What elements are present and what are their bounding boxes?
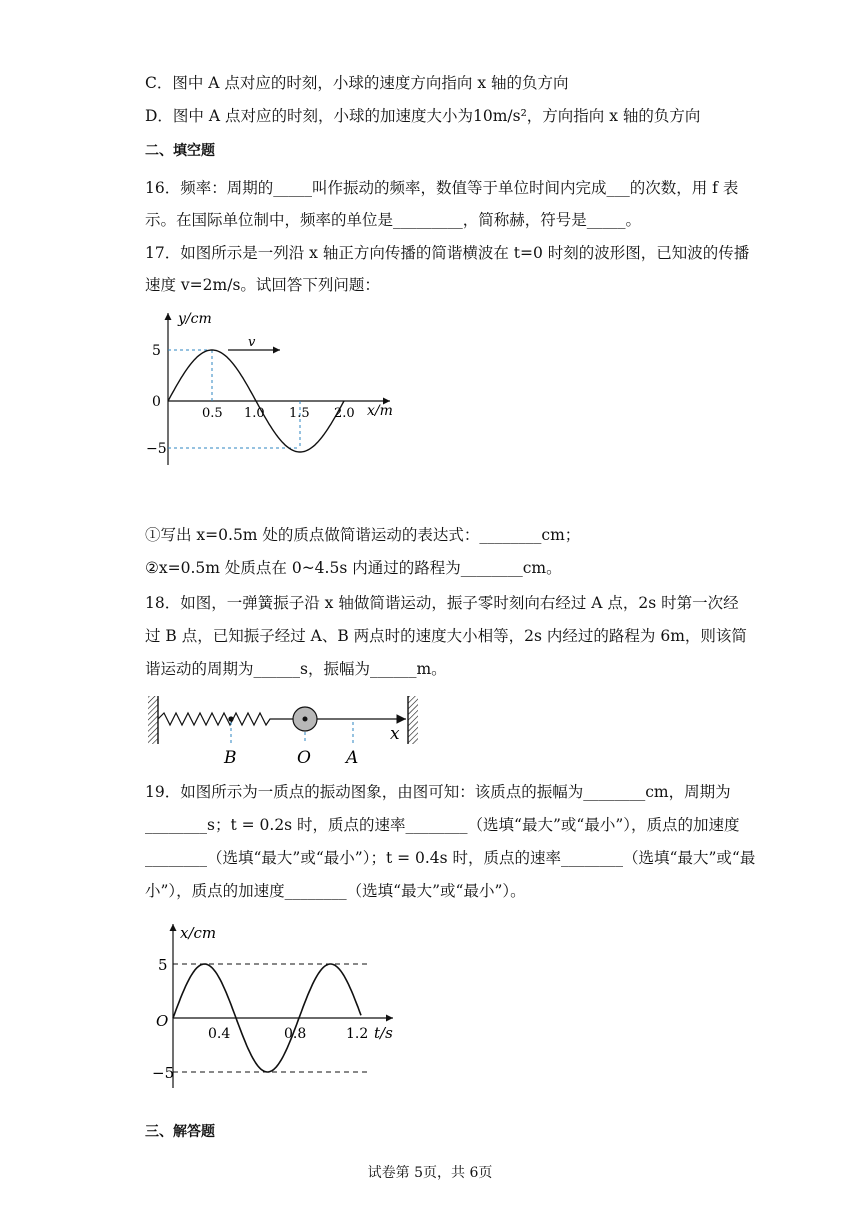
- xtick-1-5: 1.5: [289, 406, 310, 421]
- ytick-5: 5: [152, 343, 161, 359]
- spring: [158, 713, 295, 725]
- q18-line3: 谐运动的周期为______s，振幅为______m。: [145, 660, 447, 678]
- ytick-5: 5: [158, 956, 168, 974]
- q18-line2: 过 B 点，已知振子经过 A、B 两点时的速度大小相等，2s 内经过的路程为 6m，则该简: [145, 627, 747, 645]
- q19-line2: ________s；t = 0.2s 时，质点的速率________（选填“最大”或“最小”），质点的加速度: [145, 816, 740, 834]
- xtick-0-5: 0.5: [202, 406, 223, 421]
- origin-label: O: [156, 1012, 169, 1030]
- section-fill-in: 二、填空题: [145, 143, 215, 159]
- q19-line3: ________（选填“最大”或“最小”）；t = 0.4s 时，质点的速率________（选填“最大”或“最: [145, 849, 756, 867]
- xtick-1-0: 1.0: [244, 406, 265, 421]
- option-c: C．图中 A 点对应的时刻，小球的速度方向指向 x 轴的负方向: [145, 74, 569, 92]
- y-axis-label: x/cm: [180, 924, 217, 942]
- velocity-label: v: [248, 335, 256, 350]
- t-axis-label: t/s: [374, 1024, 393, 1042]
- label-a: A: [346, 748, 359, 768]
- right-wall: [408, 696, 418, 744]
- spring-figure: [140, 688, 440, 773]
- xtick-1-2: 1.2: [346, 1026, 369, 1042]
- label-x: x: [390, 724, 400, 744]
- q16-line1: 16．频率：周期的_____叫作振动的频率，数值等于单位时间内完成___的次数，用 f 表: [145, 179, 739, 197]
- xtick-0-4: 0.4: [208, 1026, 231, 1042]
- q17-part1: ①写出 x=0.5m 处的质点做简谐运动的表达式：________cm；: [145, 526, 581, 544]
- point-b-dot: [228, 716, 233, 721]
- section-answer: 三、解答题: [145, 1124, 215, 1140]
- q17-line1: 17．如图所示是一列沿 x 轴正方向传播的简谐横波在 t=0 时刻的波形图，已知波的传播: [145, 244, 750, 262]
- ytick-0: 0: [152, 394, 161, 410]
- x-axis-label: x/m: [367, 403, 393, 419]
- ytick-neg5: −5: [152, 1064, 175, 1082]
- q18-line1: 18．如图，一弹簧振子沿 x 轴做简谐运动，振子零时刻向右经过 A 点，2s 时第一次经: [145, 594, 739, 612]
- left-wall: [148, 696, 158, 744]
- vibration-figure: [148, 918, 408, 1093]
- wave-figure: [138, 305, 398, 475]
- q17-part2: ②x=0.5m 处质点在 0~4.5s 内通过的路程为________cm。: [145, 559, 562, 577]
- label-b: B: [224, 748, 237, 768]
- xtick-0-8: 0.8: [284, 1026, 307, 1042]
- label-o: O: [297, 748, 311, 768]
- y-axis-label: y/cm: [178, 311, 212, 327]
- page-footer: 试卷第 5页，共 6页: [367, 1165, 493, 1181]
- q16-line2: 示。在国际单位制中，频率的单位是_________，简称赫，符号是_____。: [145, 211, 642, 229]
- q17-line2: 速度 v=2m/s。试回答下列问题：: [145, 276, 380, 294]
- q19-line1: 19．如图所示为一质点的振动图象，由图可知：该质点的振幅为________cm，周期为: [145, 783, 731, 801]
- ytick-neg5: −5: [146, 441, 167, 457]
- xtick-2-0: 2.0: [334, 406, 355, 421]
- option-d: D．图中 A 点对应的时刻，小球的加速度大小为10m/s²，方向指向 x 轴的负方向: [145, 107, 701, 125]
- q19-line4: 小”），质点的加速度________（选填“最大”或“最小”）。: [145, 882, 526, 900]
